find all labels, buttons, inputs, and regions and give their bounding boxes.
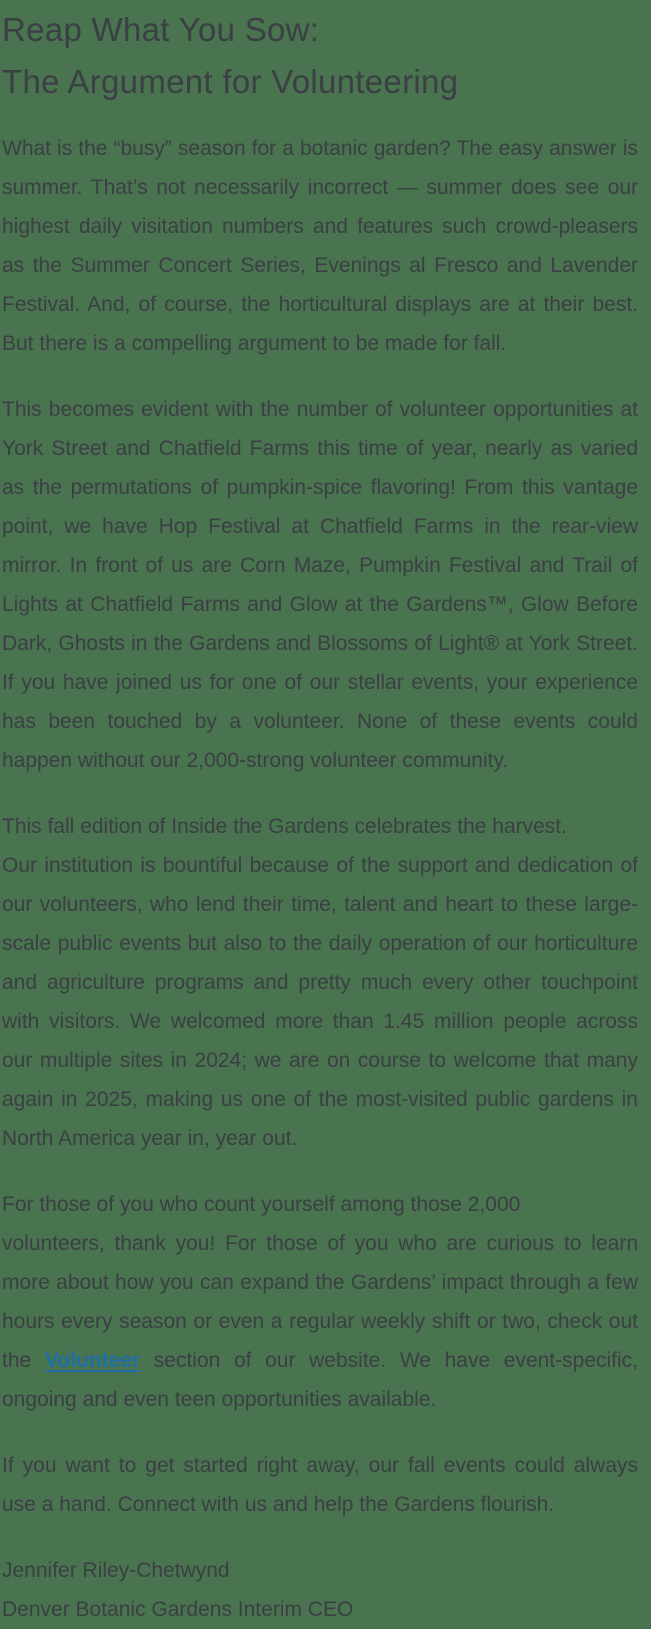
paragraph-thank-you-volunteers [2, 1185, 638, 1419]
text-line-block [2, 846, 638, 1158]
text-run: What is the “busy” season for a botanic garden? The easy answer is summer. That’s not necessarily incorrect — summer does see our highest daily visitation numbers and features such crowd-pleasers as the Summer Concert Series, Evenings al Fresco and Lavender Festival. And, of course, the horticultural displays are at their best. But there is a compelling argument to be made for fall. [2, 137, 638, 355]
text-run: This becomes evident with the number of volunteer opportunities at York Street and Chatfield Farms this time of year, nearly as varied as the permutations of pumpkin-spice flavoring! From this vantage point, we have Hop Festival at Chatfield Farms in the rear-view mirror. In front of us are Corn Maze, Pumpkin Festival and Trail of Lights at Chatfield Farms and Glow at the Gardens™, Glow Before Dark, Ghosts in the Gardens and Blossoms of Light® at York Street. If you have joined us for one of our stellar events, your experience has been touched by a volunteer. None of these events could happen without our 2,000-strong volunteer community. [2, 398, 638, 772]
paragraph-fall-volunteer-opportunities [2, 390, 638, 780]
text-line-block [2, 1446, 638, 1524]
text-run: This fall edition of Inside the Gardens celebrates the harvest. [2, 815, 567, 838]
page-title-line-1: Reap What You Sow: [2, 11, 320, 48]
paragraph-intro [2, 129, 638, 363]
text-run: Denver Botanic Gardens Interim CEO [2, 1598, 354, 1621]
paragraph-get-started [2, 1446, 638, 1524]
article-body [2, 129, 638, 1629]
text-run: Jennifer Riley-Chetwynd [2, 1559, 230, 1582]
paragraph-signature [2, 1551, 638, 1629]
text-line-block [2, 1551, 638, 1590]
page-title [2, 4, 638, 108]
text-line-block [2, 1185, 638, 1224]
text-run: volunteers, thank you! For those of you who are curious to learn more about how you can expand the Gardens’ impact through a few hours every season or even a regular weekly shift or two, check out the [2, 1232, 638, 1372]
text-run: section of our website. We have event-specific, ongoing and even teen opportunities available. [2, 1349, 638, 1411]
page-title-line-2: The Argument for Volunteering [2, 63, 459, 100]
volunteer-link[interactable]: Volunteer [44, 1349, 141, 1372]
text-run: If you want to get started right away, our fall events could always use a hand. Connect with us and help the Gardens flourish. [2, 1454, 638, 1516]
text-line-block [2, 390, 638, 780]
text-run: Our institution is bountiful because of the support and dedication of our volunteers, who lend their time, talent and heart to these large-scale public events but also to the daily operation of our horticulture and agriculture programs and pretty much every other touchpoint with visitors. We welcomed more than 1.45 million people across our multiple sites in 2024; we are on course to welcome that many again in 2025, making us one of the most-visited public gardens in North America year in, year out. [2, 854, 638, 1150]
paragraph-harvest-edition [2, 807, 638, 1158]
text-line-block [2, 1590, 638, 1629]
text-line-block [2, 1224, 638, 1419]
text-line-block [2, 129, 638, 363]
text-line-block [2, 807, 638, 846]
text-run: For those of you who count yourself among those 2,000 [2, 1193, 521, 1216]
